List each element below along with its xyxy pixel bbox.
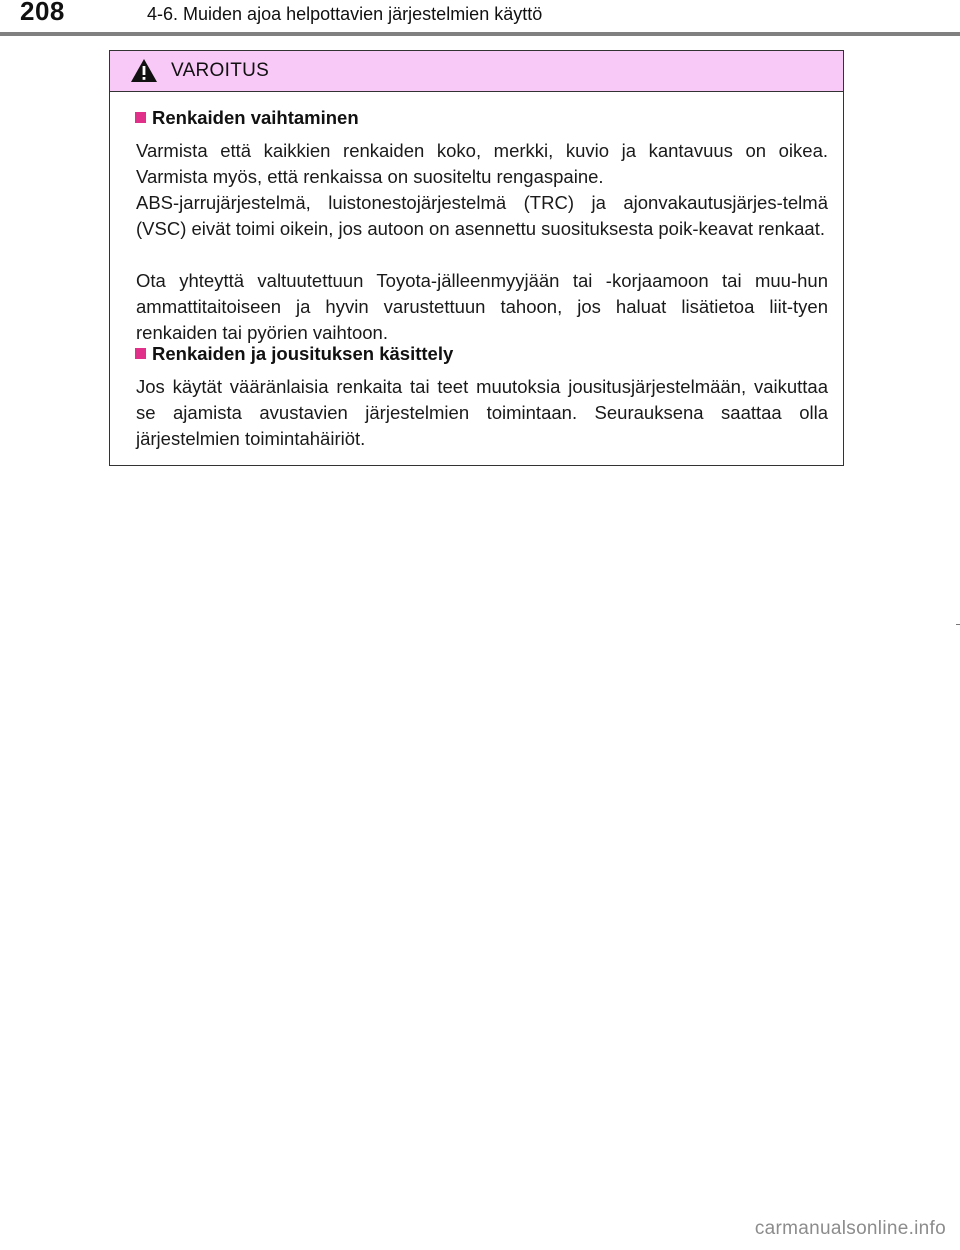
warning-triangle-icon: [130, 58, 158, 83]
section-heading-tire-change: [135, 107, 359, 129]
section-title: 4-6. Muiden ajoa helpottavien järjestelmien käyttö: [147, 4, 543, 24]
paragraph: Ota yhteyttä valtuutettuun Toyota-jälleenmyyjään tai -korjaamoon tai muu-hun ammattitaitoiseen ja hyvin varustettuun tahoon, jos haluat lisätietoa liit-tyen renkaiden tai pyörien vaihtoon.: [136, 270, 828, 343]
paragraph: Jos käytät vääränlaisia renkaita tai teet muutoksia jousitusjärjestelmään, vaikuttaa se ajamista avustavien järjestelmien toimintaan. Seurauksena saattaa olla järjestelmien toimintahäiriöt.: [136, 376, 828, 449]
section-heading-text: Renkaiden vaihtaminen: [152, 107, 359, 128]
paragraph: Varmista että kaikkien renkaiden koko, merkki, kuvio ja kantavuus on oikea. Varmista myös, että renkaissa on suositeltu rengaspaine.: [136, 140, 828, 187]
header-rule: [0, 32, 960, 36]
paragraph: ABS-jarrujärjestelmä, luistonestojärjestelmä (TRC) ja ajonvakautusjärjes-telmä (VSC) eivät toimi oikein, jos autoon on asennettu suosituksesta poik-keavat renkaat.: [136, 192, 828, 239]
warning-header: [110, 51, 843, 92]
square-bullet-icon: [135, 112, 146, 123]
warning-box: [109, 50, 844, 466]
page-number: 208: [20, 0, 65, 26]
section-heading-text: Renkaiden ja jousituksen käsittely: [152, 343, 454, 364]
page-header: [0, 0, 960, 36]
section-heading-suspension: [135, 343, 453, 365]
square-bullet-icon: [135, 348, 146, 359]
warning-title: VAROITUS: [171, 60, 270, 81]
edge-mark: [956, 624, 960, 625]
footer-watermark: carmanualsonline.info: [754, 1218, 946, 1239]
